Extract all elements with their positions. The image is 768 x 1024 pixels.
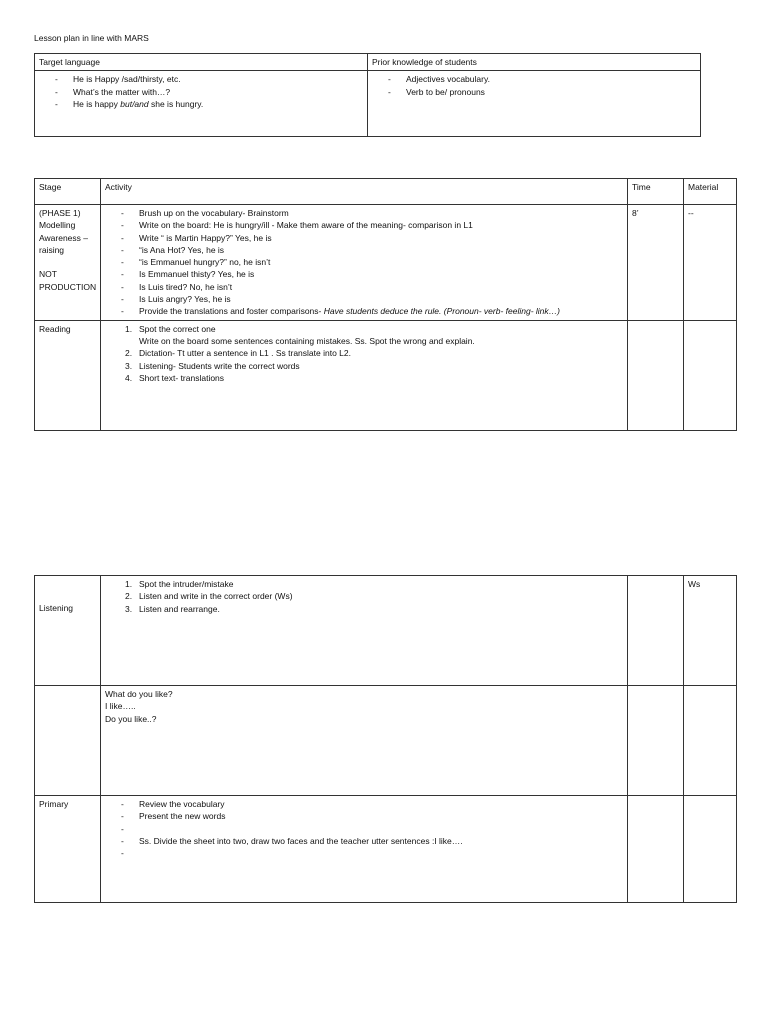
activity-item: - Is Luis angry? Yes, he is	[105, 293, 623, 305]
activity-listening	[101, 576, 628, 686]
listening-item: 3. Listen and rearrange.	[125, 603, 220, 614]
primary-item	[105, 823, 623, 835]
activity-item: - Is Emmanuel thisty? Yes, he is	[105, 268, 623, 280]
target-item: - He is happy but/and she is hungry.	[39, 98, 363, 110]
header-stage: Stage	[35, 179, 101, 205]
document-title: Lesson plan in line with MARS	[34, 33, 149, 43]
material-primary	[684, 796, 737, 903]
material-likes	[684, 686, 737, 796]
activity-item: - Is Luis tired? No, he isn’t	[105, 281, 623, 293]
header-target-language: Target language	[35, 54, 368, 71]
target-language-cell	[35, 71, 368, 137]
prior-item: - Verb to be/ pronouns	[372, 86, 696, 98]
target-item: - He is Happy /sad/thirsty, etc.	[39, 73, 363, 85]
material-listening: Ws	[684, 576, 737, 686]
listening-item: 1. Spot the intruder/mistake	[125, 579, 234, 589]
primary-item: - Review the vocabulary	[105, 798, 623, 810]
header-prior-knowledge: Prior knowledge of students	[368, 54, 701, 71]
primary-item	[105, 847, 623, 859]
time-listening	[628, 576, 684, 686]
time-likes	[628, 686, 684, 796]
activity-item: - “is Emmanuel hungry?” no, he isn’t	[105, 256, 623, 268]
stage-primary: Primary	[35, 796, 101, 903]
activity-likes: What do you like? I like….. Do you like..?	[101, 686, 628, 796]
stage-reading: Reading	[35, 320, 101, 430]
target-item: - What’s the matter with…?	[39, 86, 363, 98]
header-material: Material	[684, 179, 737, 205]
activity-reading	[101, 320, 628, 430]
continued-activity-table	[34, 575, 737, 903]
reading-item: 1. Spot the correct one	[125, 323, 216, 334]
reading-item: 4. Short text- translations	[125, 372, 225, 383]
activity-phase1	[101, 205, 628, 321]
time-primary	[628, 796, 684, 903]
prior-knowledge-cell	[368, 71, 701, 137]
stage-phase1: (PHASE 1) Modelling Awareness – raising NOT PRODUCTION	[35, 205, 101, 321]
header-activity: Activity	[101, 179, 628, 205]
stage-listening: Listening	[35, 576, 101, 686]
header-time: Time	[628, 179, 684, 205]
material-reading	[684, 320, 737, 430]
time-phase1: 8’	[628, 205, 684, 321]
activity-item: - Provide the translations and foster comparisons- Have students deduce the rule. (Pronoun- verb- feeling- link…)	[105, 305, 623, 317]
reading-item: 2. Dictation- Tt utter a sentence in L1 . Ss translate into L2.	[125, 348, 351, 359]
material-phase1: --	[684, 205, 737, 321]
reading-item: Write on the board some sentences containing mistakes. Ss. Spot the wrong and explain.	[139, 335, 475, 346]
stage-empty	[35, 686, 101, 796]
activity-item: - Brush up on the vocabulary- Brainstorm	[105, 207, 623, 219]
activity-item: - “is Ana Hot? Yes, he is	[105, 244, 623, 256]
stage-activity-table	[34, 178, 737, 431]
time-reading	[628, 320, 684, 430]
target-language-table	[34, 53, 701, 137]
activity-primary	[101, 796, 628, 903]
activity-item: - Write “ is Martin Happy?” Yes, he is	[105, 232, 623, 244]
primary-item: - Ss. Divide the sheet into two, draw two faces and the teacher utter sentences :I like….	[105, 835, 623, 847]
prior-item: - Adjectives vocabulary.	[372, 73, 696, 85]
activity-item: - Write on the board: He is hungry/ill - Make them aware of the meaning- comparison in L1	[105, 219, 623, 231]
primary-item: - Present the new words	[105, 810, 623, 822]
listening-item: 2. Listen and write in the correct order (Ws)	[125, 591, 293, 602]
reading-item: 3. Listening- Students write the correct words	[125, 360, 300, 371]
